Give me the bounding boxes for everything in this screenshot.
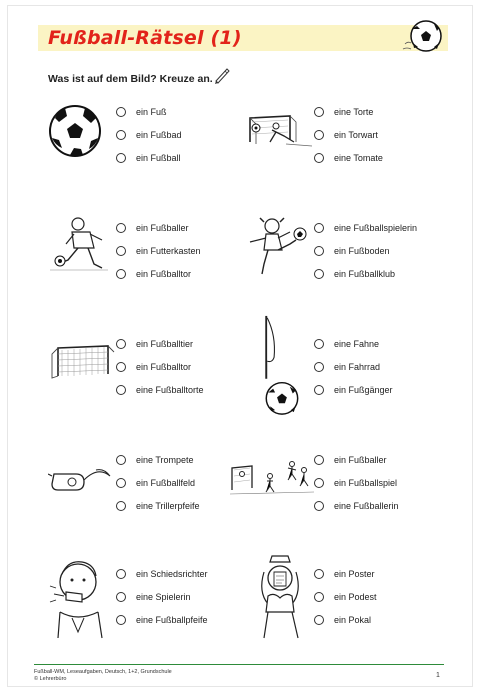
instruction-text: Was ist auf dem Bild? Kreuze an. <box>48 73 213 85</box>
ball-icon <box>48 98 116 168</box>
option-eine-fussballspielerin[interactable]: eine Fußballspielerin <box>314 220 417 236</box>
answer-radio[interactable] <box>314 615 324 625</box>
referee-icon <box>48 552 116 642</box>
quiz-item-referee <box>48 552 263 652</box>
footer-source: Fußball-WM, Leseaufgaben, Deutsch, 1+2, Grundschule <box>34 669 172 675</box>
goalkeeper-icon <box>246 98 314 168</box>
page-title: Fußball-Rätsel (1) <box>48 27 242 49</box>
kicking-man-icon <box>48 214 116 284</box>
option-eine-fussballerin[interactable]: eine Fußballerin <box>314 498 399 514</box>
answer-radio[interactable] <box>314 223 324 233</box>
football-field-icon <box>230 446 314 516</box>
quiz-item-kicking-girl <box>246 214 461 304</box>
quiz-item-flag <box>246 312 461 420</box>
option-ein-poster[interactable]: ein Poster <box>314 566 375 582</box>
option-ein-fussballtor[interactable]: ein Fußballtor <box>116 266 191 282</box>
option-ein-fussballspiel[interactable]: ein Fußballspiel <box>314 475 397 491</box>
answer-radio[interactable] <box>116 153 126 163</box>
answer-radio[interactable] <box>116 455 126 465</box>
kicking-girl-icon <box>246 214 314 284</box>
option-ein-fussboden[interactable]: ein Fußboden <box>314 243 390 259</box>
trophy-icon <box>246 552 314 642</box>
quiz-item-trophy <box>246 552 461 652</box>
answer-radio[interactable] <box>314 501 324 511</box>
answer-radio[interactable] <box>116 385 126 395</box>
answer-radio[interactable] <box>314 478 324 488</box>
answer-radio[interactable] <box>116 246 126 256</box>
option-eine-tomate[interactable]: eine Tomate <box>314 150 383 166</box>
answer-radio[interactable] <box>116 362 126 372</box>
option-ein-fussballtor-2[interactable]: ein Fußballtor <box>116 359 191 375</box>
option-ein-podest[interactable]: ein Podest <box>314 589 377 605</box>
quiz-item-football-field <box>230 446 461 536</box>
option-eine-trompete[interactable]: eine Trompete <box>116 452 194 468</box>
option-ein-schiedsrichter[interactable]: ein Schiedsrichter <box>116 566 208 582</box>
option-ein-fussbad[interactable]: ein Fußbad <box>116 127 182 143</box>
option-eine-fussballpfeife[interactable]: eine Fußballpfeife <box>116 612 208 628</box>
worksheet-page <box>8 6 472 686</box>
option-ein-futterkasten[interactable]: ein Futterkasten <box>116 243 201 259</box>
whistle-icon <box>48 446 116 516</box>
answer-radio[interactable] <box>314 246 324 256</box>
option-ein-fussballklub[interactable]: ein Fußballklub <box>314 266 395 282</box>
answer-radio[interactable] <box>314 153 324 163</box>
flag-icon <box>246 312 314 420</box>
answer-radio[interactable] <box>314 107 324 117</box>
option-eine-fussballtorte[interactable]: eine Fußballtorte <box>116 382 204 398</box>
answer-radio[interactable] <box>314 339 324 349</box>
footer-divider <box>34 664 444 665</box>
option-ein-fussball[interactable]: ein Fußball <box>116 150 181 166</box>
page-number: 1 <box>436 672 440 679</box>
pencil-icon <box>212 65 232 85</box>
answer-radio[interactable] <box>116 339 126 349</box>
option-eine-fahne[interactable]: eine Fahne <box>314 336 379 352</box>
option-eine-torte[interactable]: eine Torte <box>314 104 373 120</box>
answer-radio[interactable] <box>116 501 126 511</box>
answer-radio[interactable] <box>314 362 324 372</box>
answer-radio[interactable] <box>116 107 126 117</box>
quiz-item-goal <box>48 330 263 420</box>
answer-radio[interactable] <box>314 385 324 395</box>
answer-radio[interactable] <box>314 592 324 602</box>
answer-radio[interactable] <box>314 569 324 579</box>
answer-radio[interactable] <box>314 455 324 465</box>
answer-radio[interactable] <box>116 569 126 579</box>
goal-icon <box>48 330 116 400</box>
quiz-item-ball <box>48 98 263 188</box>
option-eine-spielerin[interactable]: eine Spielerin <box>116 589 191 605</box>
header-ball-icon <box>401 16 445 56</box>
option-eine-trillerpfeife[interactable]: eine Trillerpfeife <box>116 498 200 514</box>
answer-radio[interactable] <box>116 269 126 279</box>
option-ein-fahrrad[interactable]: ein Fahrrad <box>314 359 380 375</box>
option-ein-torwart[interactable]: ein Torwart <box>314 127 378 143</box>
option-ein-pokal[interactable]: ein Pokal <box>314 612 371 628</box>
footer-copyright: © Lehrerbüro <box>34 676 67 682</box>
option-ein-fussballtier[interactable]: ein Fußballtier <box>116 336 193 352</box>
answer-radio[interactable] <box>314 130 324 140</box>
quiz-item-goalkeeper <box>246 98 461 188</box>
option-ein-fussgaenger[interactable]: ein Fußgänger <box>314 382 393 398</box>
option-ein-fuss[interactable]: ein Fuß <box>116 104 167 120</box>
footer-text <box>34 669 172 683</box>
option-ein-fussballer-2[interactable]: ein Fußballer <box>314 452 387 468</box>
answer-radio[interactable] <box>116 478 126 488</box>
answer-radio[interactable] <box>116 223 126 233</box>
quiz-item-kicking-man <box>48 214 263 304</box>
option-ein-fussballer[interactable]: ein Fußballer <box>116 220 189 236</box>
answer-radio[interactable] <box>116 130 126 140</box>
answer-radio[interactable] <box>116 615 126 625</box>
option-ein-fussballfeld[interactable]: ein Fußballfeld <box>116 475 195 491</box>
answer-radio[interactable] <box>314 269 324 279</box>
answer-radio[interactable] <box>116 592 126 602</box>
